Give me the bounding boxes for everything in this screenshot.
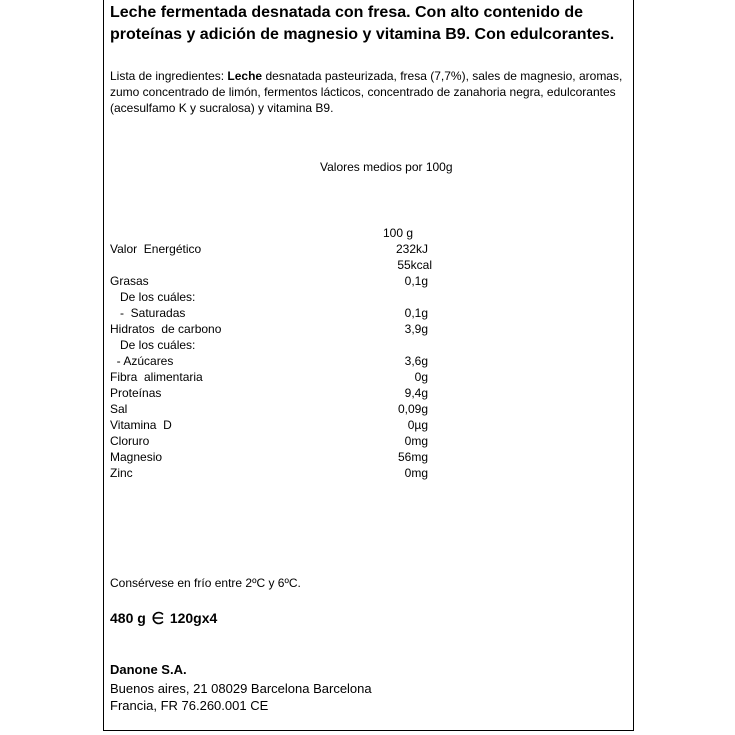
nutrition-row <box>110 433 440 449</box>
nutrition-value: 55kcal <box>397 258 432 272</box>
nutrition-label: Fibra alimentaria <box>110 370 203 384</box>
nutrition-header: Valores medios por 100g <box>320 160 453 174</box>
nutrition-label: De los cuáles: <box>110 290 196 304</box>
nutrition-row <box>110 305 440 321</box>
nutrition-row <box>110 337 440 353</box>
storage-instructions: Consérvese en frío entre 2ºC y 6ºC. <box>110 576 301 590</box>
company-address-line1: Buenos aires, 21 08029 Barcelona Barcelona <box>110 681 372 696</box>
nutrition-value: 232kJ <box>395 242 428 256</box>
nutrition-label: Hidratos de carbono <box>110 322 222 336</box>
product-title: Leche fermentada desnatada con fresa. Con alto contenido de proteínas y adición de magnesio y vitamina B9. Con edulcorantes. <box>110 4 615 43</box>
nutrition-row <box>110 369 440 385</box>
net-weight <box>110 610 217 626</box>
nutrition-row <box>110 465 440 481</box>
ingredients-bold-allergen: Leche <box>227 69 263 83</box>
nutrition-value: 9,4g <box>404 386 428 400</box>
nutrition-value: 0mg <box>404 434 428 448</box>
nutrition-value: 0mg <box>404 466 428 480</box>
nutrition-row <box>110 241 440 257</box>
nutrition-label: Zinc <box>110 466 133 480</box>
nutrition-label: Sal <box>110 402 128 416</box>
nutrition-row <box>110 385 440 401</box>
nutrition-value: 3,9g <box>404 322 428 336</box>
net-weight-value: 480 g <box>110 610 146 626</box>
ingredients-label: Lista de ingredientes: <box>110 69 225 83</box>
nutrition-label: Valor Energético <box>110 242 202 256</box>
nutrition-value: 0,1g <box>404 306 428 320</box>
nutrition-value: 0g <box>414 370 428 384</box>
nutrition-value: 0,09g <box>397 402 428 416</box>
ingredients-list <box>110 68 630 116</box>
nutrition-label: Proteínas <box>110 386 162 400</box>
company-address-line2: Francia, FR 76.260.001 CE <box>110 698 269 713</box>
nutrition-label: Cloruro <box>110 434 150 448</box>
ingredients-rest: desnatada pasteurizada, fresa (7,7%), sales de magnesio, aromas, zumo concentrado de limón, fermentos lácticos, concentrado de zanahoria negra, edulcorantes (acesulfamo K y sucralosa) y vitamina B9. <box>110 69 623 115</box>
pack-format: 120gx4 <box>169 610 218 626</box>
nutrition-label: - Saturadas <box>110 306 186 320</box>
nutrition-row <box>110 273 440 289</box>
nutrition-value: 3,6g <box>404 354 428 368</box>
nutrition-value: 0µg <box>407 418 428 432</box>
nutrition-row <box>110 257 440 273</box>
nutrition-label: De los cuáles: <box>110 338 196 352</box>
nutrition-row <box>110 401 440 417</box>
nutrition-label: - Azúcares <box>110 354 174 368</box>
estimated-sign-icon <box>150 611 166 625</box>
nutrition-label: Magnesio <box>110 450 163 464</box>
nutrition-row <box>110 449 440 465</box>
nutrition-row <box>110 289 440 305</box>
nutrition-label: Grasas <box>110 274 149 288</box>
nutrition-row <box>110 353 440 369</box>
nutrition-column-header: 100 g <box>383 226 414 240</box>
nutrition-row <box>110 321 440 337</box>
nutrition-row <box>110 417 440 433</box>
nutrition-label: Vitamina D <box>110 418 172 432</box>
nutrition-value: 0,1g <box>404 274 428 288</box>
nutrition-value: 56mg <box>397 450 428 464</box>
company-name: Danone S.A. <box>110 662 187 677</box>
